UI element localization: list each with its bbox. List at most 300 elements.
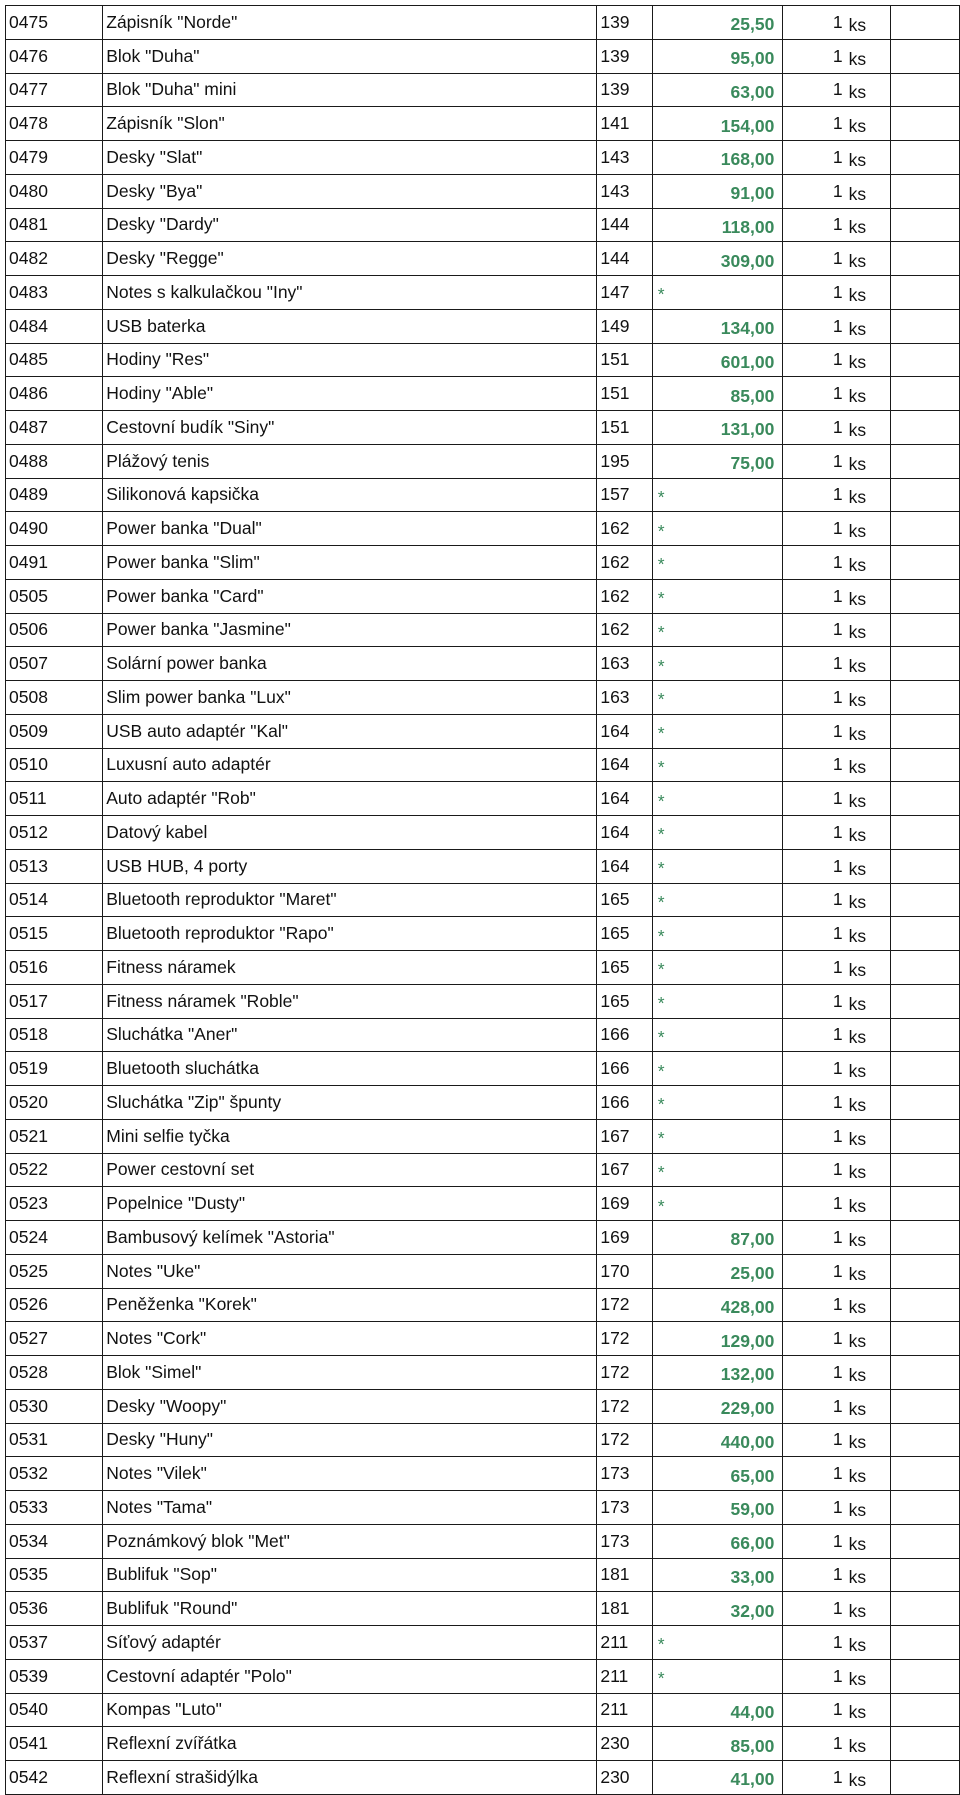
extra-cell bbox=[891, 681, 960, 715]
unit-label: ks bbox=[848, 791, 867, 812]
item-code-cell: 0542 bbox=[6, 1761, 103, 1795]
price-cell: 601,00 bbox=[652, 343, 783, 377]
quantity-cell: 1 bbox=[783, 276, 847, 310]
item-name-cell: Power cestovní set bbox=[103, 1153, 597, 1187]
catalog-page-cell: 157 bbox=[597, 478, 652, 512]
item-code-cell: 0485 bbox=[6, 343, 103, 377]
item-code-cell: 0516 bbox=[6, 951, 103, 985]
quantity-cell: 1 bbox=[783, 1457, 847, 1491]
price-asterisk: * bbox=[657, 554, 665, 575]
catalog-page-cell: 173 bbox=[597, 1491, 652, 1525]
item-code-cell: 0518 bbox=[6, 1018, 103, 1052]
table-row bbox=[6, 1086, 960, 1120]
unit-cell bbox=[847, 242, 891, 276]
unit-cell bbox=[847, 1254, 891, 1288]
catalog-page-cell: 211 bbox=[597, 1626, 652, 1660]
item-code-cell: 0525 bbox=[6, 1254, 103, 1288]
price-asterisk: * bbox=[657, 520, 665, 541]
unit-label: ks bbox=[848, 993, 867, 1014]
unit-cell bbox=[847, 174, 891, 208]
price-cell: 229,00 bbox=[652, 1389, 783, 1423]
extra-cell bbox=[891, 1018, 960, 1052]
unit-label: ks bbox=[848, 858, 867, 879]
quantity-cell: 1 bbox=[783, 1187, 847, 1221]
item-name-cell: Notes "Vilek" bbox=[103, 1457, 597, 1491]
price-cell: 309,00 bbox=[652, 242, 783, 276]
price-cell: 25,50 bbox=[652, 6, 783, 40]
unit-label: ks bbox=[848, 419, 867, 440]
item-name-cell: Mini selfie tyčka bbox=[103, 1119, 597, 1153]
quantity-cell: 1 bbox=[783, 1086, 847, 1120]
price-asterisk: * bbox=[657, 756, 665, 777]
price-cell: 118,00 bbox=[652, 208, 783, 242]
catalog-page-cell: 172 bbox=[597, 1389, 652, 1423]
unit-cell bbox=[847, 579, 891, 613]
price-cell bbox=[652, 1086, 783, 1120]
catalog-page-cell: 170 bbox=[597, 1254, 652, 1288]
table-row bbox=[6, 1052, 960, 1086]
price-cell bbox=[652, 816, 783, 850]
price-cell bbox=[652, 883, 783, 917]
unit-label: ks bbox=[848, 622, 867, 643]
table-row bbox=[6, 39, 960, 73]
item-name-cell: Bluetooth reproduktor "Rapo" bbox=[103, 917, 597, 951]
table-row bbox=[6, 883, 960, 917]
item-code-cell: 0526 bbox=[6, 1288, 103, 1322]
price-asterisk: * bbox=[657, 824, 665, 845]
catalog-page-cell: 173 bbox=[597, 1457, 652, 1491]
price-cell: 95,00 bbox=[652, 39, 783, 73]
quantity-cell: 1 bbox=[783, 1491, 847, 1525]
unit-cell bbox=[847, 478, 891, 512]
quantity-cell: 1 bbox=[783, 748, 847, 782]
table-row bbox=[6, 107, 960, 141]
price-list-table bbox=[5, 5, 960, 1795]
unit-cell bbox=[847, 1626, 891, 1660]
quantity-cell: 1 bbox=[783, 782, 847, 816]
extra-cell bbox=[891, 107, 960, 141]
price-cell: 85,00 bbox=[652, 1727, 783, 1761]
item-code-cell: 0522 bbox=[6, 1153, 103, 1187]
catalog-page-cell: 169 bbox=[597, 1187, 652, 1221]
table-row bbox=[6, 377, 960, 411]
table-row bbox=[6, 984, 960, 1018]
unit-label: ks bbox=[848, 892, 867, 913]
unit-cell bbox=[847, 748, 891, 782]
extra-cell bbox=[891, 714, 960, 748]
unit-label: ks bbox=[848, 149, 867, 170]
unit-label: ks bbox=[848, 656, 867, 677]
quantity-cell: 1 bbox=[783, 849, 847, 883]
quantity-cell: 1 bbox=[783, 816, 847, 850]
catalog-page-cell: 141 bbox=[597, 107, 652, 141]
extra-cell bbox=[891, 613, 960, 647]
extra-cell bbox=[891, 748, 960, 782]
price-cell: 25,00 bbox=[652, 1254, 783, 1288]
quantity-cell: 1 bbox=[783, 1288, 847, 1322]
extra-cell bbox=[891, 512, 960, 546]
catalog-page-cell: 166 bbox=[597, 1086, 652, 1120]
unit-label: ks bbox=[848, 48, 867, 69]
catalog-page-cell: 147 bbox=[597, 276, 652, 310]
price-asterisk: * bbox=[657, 621, 665, 642]
unit-label: ks bbox=[848, 183, 867, 204]
extra-cell bbox=[891, 1457, 960, 1491]
extra-cell bbox=[891, 1221, 960, 1255]
unit-label: ks bbox=[848, 926, 867, 947]
item-name-cell: Silikonová kapsička bbox=[103, 478, 597, 512]
unit-label: ks bbox=[848, 1297, 867, 1318]
catalog-page-cell: 172 bbox=[597, 1288, 652, 1322]
item-name-cell: Desky "Huny" bbox=[103, 1423, 597, 1457]
quantity-cell: 1 bbox=[783, 39, 847, 73]
item-name-cell: Desky "Slat" bbox=[103, 141, 597, 175]
item-code-cell: 0528 bbox=[6, 1356, 103, 1390]
item-name-cell: Zápisník "Slon" bbox=[103, 107, 597, 141]
catalog-page-cell: 163 bbox=[597, 647, 652, 681]
extra-cell bbox=[891, 1322, 960, 1356]
item-name-cell: Bambusový kelímek "Astoria" bbox=[103, 1221, 597, 1255]
unit-label: ks bbox=[848, 1162, 867, 1183]
catalog-page-cell: 165 bbox=[597, 883, 652, 917]
extra-cell bbox=[891, 1423, 960, 1457]
quantity-cell: 1 bbox=[783, 377, 847, 411]
unit-cell bbox=[847, 984, 891, 1018]
quantity-cell: 1 bbox=[783, 1052, 847, 1086]
price-asterisk: * bbox=[657, 1026, 665, 1047]
item-name-cell: Notes s kalkulačkou "Iny" bbox=[103, 276, 597, 310]
extra-cell bbox=[891, 242, 960, 276]
price-asterisk: * bbox=[657, 689, 665, 710]
unit-label: ks bbox=[848, 1668, 867, 1689]
price-asterisk: * bbox=[657, 284, 665, 305]
price-cell: 134,00 bbox=[652, 309, 783, 343]
price-asterisk: * bbox=[657, 925, 665, 946]
extra-cell bbox=[891, 1626, 960, 1660]
table-row bbox=[6, 174, 960, 208]
extra-cell bbox=[891, 579, 960, 613]
table-row bbox=[6, 1693, 960, 1727]
price-asterisk: * bbox=[657, 723, 665, 744]
item-code-cell: 0537 bbox=[6, 1626, 103, 1660]
item-name-cell: Notes "Uke" bbox=[103, 1254, 597, 1288]
table-row bbox=[6, 1761, 960, 1795]
unit-label: ks bbox=[848, 217, 867, 238]
item-name-cell: Peněženka "Korek" bbox=[103, 1288, 597, 1322]
unit-label: ks bbox=[848, 824, 867, 845]
unit-cell bbox=[847, 1693, 891, 1727]
catalog-page-cell: 166 bbox=[597, 1018, 652, 1052]
quantity-cell: 1 bbox=[783, 512, 847, 546]
item-name-cell: Notes "Tama" bbox=[103, 1491, 597, 1525]
table-row bbox=[6, 141, 960, 175]
item-name-cell: USB HUB, 4 porty bbox=[103, 849, 597, 883]
extra-cell bbox=[891, 478, 960, 512]
item-name-cell: Bublifuk "Round" bbox=[103, 1592, 597, 1626]
item-code-cell: 0513 bbox=[6, 849, 103, 883]
item-code-cell: 0539 bbox=[6, 1659, 103, 1693]
unit-cell bbox=[847, 309, 891, 343]
quantity-cell: 1 bbox=[783, 647, 847, 681]
quantity-cell: 1 bbox=[783, 579, 847, 613]
price-asterisk: * bbox=[657, 655, 665, 676]
price-asterisk: * bbox=[657, 1634, 665, 1655]
unit-cell bbox=[847, 1018, 891, 1052]
table-row bbox=[6, 1187, 960, 1221]
unit-cell bbox=[847, 1423, 891, 1457]
item-code-cell: 0475 bbox=[6, 6, 103, 40]
unit-cell bbox=[847, 1659, 891, 1693]
table-row bbox=[6, 816, 960, 850]
quantity-cell: 1 bbox=[783, 1524, 847, 1558]
unit-cell bbox=[847, 681, 891, 715]
extra-cell bbox=[891, 141, 960, 175]
item-code-cell: 0541 bbox=[6, 1727, 103, 1761]
price-asterisk: * bbox=[657, 1668, 665, 1689]
unit-label: ks bbox=[848, 1533, 867, 1554]
table-row bbox=[6, 1322, 960, 1356]
price-cell bbox=[652, 1187, 783, 1221]
catalog-page-cell: 164 bbox=[597, 748, 652, 782]
item-name-cell: Poznámkový blok "Met" bbox=[103, 1524, 597, 1558]
quantity-cell: 1 bbox=[783, 883, 847, 917]
item-name-cell: Cestovní adaptér "Polo" bbox=[103, 1659, 597, 1693]
unit-label: ks bbox=[848, 588, 867, 609]
unit-label: ks bbox=[848, 251, 867, 272]
price-cell bbox=[652, 512, 783, 546]
catalog-page-cell: 149 bbox=[597, 309, 652, 343]
price-cell bbox=[652, 1018, 783, 1052]
catalog-page-cell: 172 bbox=[597, 1322, 652, 1356]
extra-cell bbox=[891, 1389, 960, 1423]
item-code-cell: 0482 bbox=[6, 242, 103, 276]
item-name-cell: Blok "Simel" bbox=[103, 1356, 597, 1390]
quantity-cell: 1 bbox=[783, 681, 847, 715]
price-asterisk: * bbox=[657, 891, 665, 912]
table-row bbox=[6, 681, 960, 715]
price-cell: 154,00 bbox=[652, 107, 783, 141]
item-code-cell: 0512 bbox=[6, 816, 103, 850]
catalog-page-cell: 211 bbox=[597, 1659, 652, 1693]
unit-cell bbox=[847, 208, 891, 242]
item-name-cell: Solární power banka bbox=[103, 647, 597, 681]
catalog-page-cell: 211 bbox=[597, 1693, 652, 1727]
item-code-cell: 0478 bbox=[6, 107, 103, 141]
item-name-cell: Luxusní auto adaptér bbox=[103, 748, 597, 782]
unit-cell bbox=[847, 883, 891, 917]
item-code-cell: 0509 bbox=[6, 714, 103, 748]
unit-label: ks bbox=[848, 521, 867, 542]
catalog-page-cell: 162 bbox=[597, 613, 652, 647]
item-code-cell: 0517 bbox=[6, 984, 103, 1018]
unit-label: ks bbox=[848, 959, 867, 980]
table-row bbox=[6, 782, 960, 816]
price-cell: 168,00 bbox=[652, 141, 783, 175]
item-code-cell: 0508 bbox=[6, 681, 103, 715]
unit-label: ks bbox=[848, 1027, 867, 1048]
item-code-cell: 0514 bbox=[6, 883, 103, 917]
extra-cell bbox=[891, 1254, 960, 1288]
catalog-page-cell: 165 bbox=[597, 917, 652, 951]
unit-cell bbox=[847, 546, 891, 580]
quantity-cell: 1 bbox=[783, 1389, 847, 1423]
table-row bbox=[6, 1356, 960, 1390]
unit-cell bbox=[847, 1288, 891, 1322]
extra-cell bbox=[891, 174, 960, 208]
price-cell bbox=[652, 984, 783, 1018]
price-cell bbox=[652, 849, 783, 883]
unit-cell bbox=[847, 39, 891, 73]
unit-cell bbox=[847, 647, 891, 681]
item-name-cell: Reflexní strašidýlka bbox=[103, 1761, 597, 1795]
price-cell bbox=[652, 917, 783, 951]
item-code-cell: 0527 bbox=[6, 1322, 103, 1356]
quantity-cell: 1 bbox=[783, 1693, 847, 1727]
unit-label: ks bbox=[848, 1567, 867, 1588]
price-cell bbox=[652, 613, 783, 647]
item-code-cell: 0476 bbox=[6, 39, 103, 73]
catalog-page-cell: 164 bbox=[597, 714, 652, 748]
catalog-page-cell: 172 bbox=[597, 1356, 652, 1390]
item-code-cell: 0507 bbox=[6, 647, 103, 681]
quantity-cell: 1 bbox=[783, 6, 847, 40]
item-code-cell: 0524 bbox=[6, 1221, 103, 1255]
item-code-cell: 0477 bbox=[6, 73, 103, 107]
price-cell: 65,00 bbox=[652, 1457, 783, 1491]
unit-label: ks bbox=[848, 1094, 867, 1115]
extra-cell bbox=[891, 343, 960, 377]
extra-cell bbox=[891, 1086, 960, 1120]
table-row bbox=[6, 647, 960, 681]
unit-cell bbox=[847, 1187, 891, 1221]
quantity-cell: 1 bbox=[783, 174, 847, 208]
item-name-cell: Síťový adaptér bbox=[103, 1626, 597, 1660]
price-cell: 41,00 bbox=[652, 1761, 783, 1795]
table-row bbox=[6, 411, 960, 445]
unit-label: ks bbox=[848, 14, 867, 35]
item-name-cell: Desky "Woopy" bbox=[103, 1389, 597, 1423]
extra-cell bbox=[891, 951, 960, 985]
extra-cell bbox=[891, 411, 960, 445]
unit-label: ks bbox=[848, 82, 867, 103]
table-row bbox=[6, 613, 960, 647]
item-code-cell: 0490 bbox=[6, 512, 103, 546]
unit-label: ks bbox=[848, 1736, 867, 1757]
unit-cell bbox=[847, 73, 891, 107]
item-code-cell: 0506 bbox=[6, 613, 103, 647]
quantity-cell: 1 bbox=[783, 1356, 847, 1390]
item-code-cell: 0531 bbox=[6, 1423, 103, 1457]
quantity-cell: 1 bbox=[783, 1423, 847, 1457]
table-row bbox=[6, 343, 960, 377]
price-asterisk: * bbox=[657, 486, 665, 507]
extra-cell bbox=[891, 647, 960, 681]
item-code-cell: 0523 bbox=[6, 1187, 103, 1221]
item-name-cell: Bluetooth sluchátka bbox=[103, 1052, 597, 1086]
price-cell: 33,00 bbox=[652, 1558, 783, 1592]
unit-label: ks bbox=[848, 1398, 867, 1419]
unit-label: ks bbox=[848, 1466, 867, 1487]
unit-cell bbox=[847, 1086, 891, 1120]
catalog-page-cell: 181 bbox=[597, 1558, 652, 1592]
price-cell bbox=[652, 681, 783, 715]
price-cell: 129,00 bbox=[652, 1322, 783, 1356]
table-row bbox=[6, 1659, 960, 1693]
quantity-cell: 1 bbox=[783, 107, 847, 141]
item-code-cell: 0481 bbox=[6, 208, 103, 242]
item-code-cell: 0533 bbox=[6, 1491, 103, 1525]
unit-cell bbox=[847, 917, 891, 951]
extra-cell bbox=[891, 208, 960, 242]
price-cell bbox=[652, 647, 783, 681]
unit-cell bbox=[847, 6, 891, 40]
extra-cell bbox=[891, 6, 960, 40]
quantity-cell: 1 bbox=[783, 444, 847, 478]
quantity-cell: 1 bbox=[783, 1119, 847, 1153]
price-cell: 59,00 bbox=[652, 1491, 783, 1525]
item-code-cell: 0480 bbox=[6, 174, 103, 208]
table-row bbox=[6, 1389, 960, 1423]
item-code-cell: 0487 bbox=[6, 411, 103, 445]
extra-cell bbox=[891, 1693, 960, 1727]
item-code-cell: 0483 bbox=[6, 276, 103, 310]
item-name-cell: Popelnice "Dusty" bbox=[103, 1187, 597, 1221]
extra-cell bbox=[891, 1524, 960, 1558]
table-row bbox=[6, 1491, 960, 1525]
catalog-page-cell: 162 bbox=[597, 546, 652, 580]
catalog-page-cell: 162 bbox=[597, 579, 652, 613]
quantity-cell: 1 bbox=[783, 411, 847, 445]
unit-label: ks bbox=[848, 554, 867, 575]
extra-cell bbox=[891, 1659, 960, 1693]
price-cell: 85,00 bbox=[652, 377, 783, 411]
item-name-cell: Zápisník "Norde" bbox=[103, 6, 597, 40]
quantity-cell: 1 bbox=[783, 1322, 847, 1356]
item-name-cell: USB baterka bbox=[103, 309, 597, 343]
extra-cell bbox=[891, 1592, 960, 1626]
item-name-cell: Sluchátka "Aner" bbox=[103, 1018, 597, 1052]
extra-cell bbox=[891, 309, 960, 343]
price-cell bbox=[652, 782, 783, 816]
unit-cell bbox=[847, 276, 891, 310]
table-row bbox=[6, 1626, 960, 1660]
unit-cell bbox=[847, 782, 891, 816]
quantity-cell: 1 bbox=[783, 613, 847, 647]
unit-cell bbox=[847, 816, 891, 850]
quantity-cell: 1 bbox=[783, 1659, 847, 1693]
price-cell bbox=[652, 1626, 783, 1660]
table-row bbox=[6, 512, 960, 546]
catalog-page-cell: 172 bbox=[597, 1423, 652, 1457]
item-name-cell: Power banka "Jasmine" bbox=[103, 613, 597, 647]
quantity-cell: 1 bbox=[783, 478, 847, 512]
unit-cell bbox=[847, 1356, 891, 1390]
table-row bbox=[6, 579, 960, 613]
catalog-page-cell: 164 bbox=[597, 782, 652, 816]
unit-label: ks bbox=[848, 1331, 867, 1352]
unit-cell bbox=[847, 1727, 891, 1761]
unit-cell bbox=[847, 411, 891, 445]
extra-cell bbox=[891, 849, 960, 883]
quantity-cell: 1 bbox=[783, 1153, 847, 1187]
unit-cell bbox=[847, 714, 891, 748]
price-cell bbox=[652, 748, 783, 782]
catalog-page-cell: 144 bbox=[597, 242, 652, 276]
unit-label: ks bbox=[848, 1364, 867, 1385]
unit-label: ks bbox=[848, 1702, 867, 1723]
catalog-page-cell: 164 bbox=[597, 849, 652, 883]
extra-cell bbox=[891, 1153, 960, 1187]
